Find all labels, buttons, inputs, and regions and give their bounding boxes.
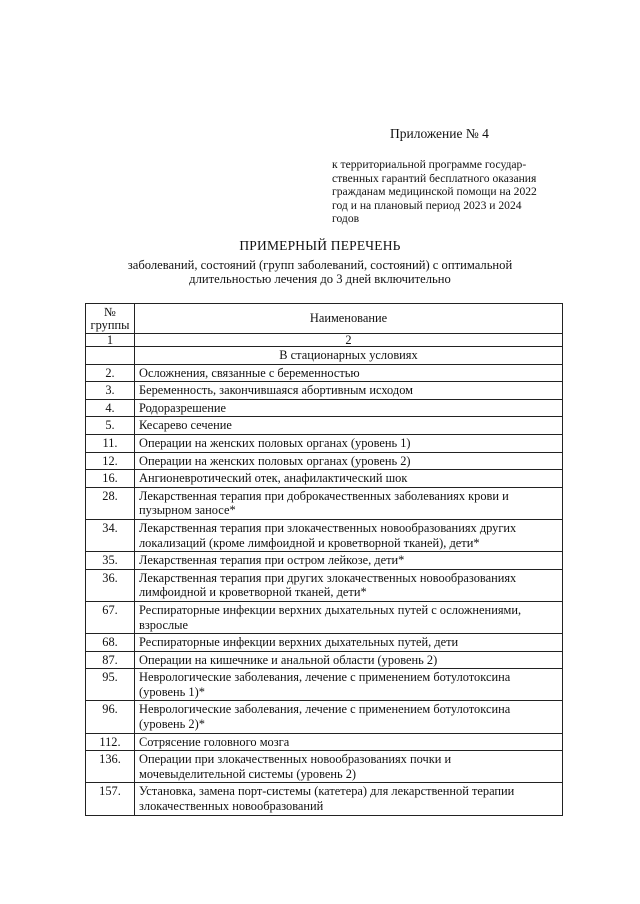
appendix-note <box>332 158 572 226</box>
appendix-note-line: год и на плановый период 2023 и 2024 <box>332 198 522 212</box>
appendix-note-line: к территориальной программе государ- <box>332 158 527 171</box>
section-empty-cell <box>86 347 135 365</box>
group-name: Ангионевротический отек, анафилактический шок <box>135 470 563 488</box>
document-subtitle-line: заболеваний, состояний (групп заболеваний, состояний) с оптимальной <box>127 258 513 272</box>
group-number: 95. <box>86 669 135 701</box>
table-row <box>86 751 563 783</box>
column-number-1: 1 <box>86 334 135 347</box>
table-row <box>86 651 563 669</box>
group-number: 34. <box>86 519 135 551</box>
group-number: 87. <box>86 651 135 669</box>
group-name: Неврологические заболевания, лечение с применением ботулотоксина (уровень 2)* <box>135 701 563 733</box>
group-name: Лекарственная терапия при других злокачественных новообразованиях лимфоидной и кроветворной тканей, дети* <box>135 569 563 601</box>
column-number-2: 2 <box>135 334 563 347</box>
group-name: Беременность, закончившаяся абортивным исходом <box>135 382 563 400</box>
table-row <box>86 399 563 417</box>
table-row <box>86 417 563 435</box>
group-number: 12. <box>86 452 135 470</box>
table-row <box>86 783 563 815</box>
group-name: Осложнения, связанные с беременностью <box>135 364 563 382</box>
group-number: 136. <box>86 751 135 783</box>
appendix-note-line: гражданам медицинской помощи на 2022 <box>332 185 537 198</box>
table-row <box>86 519 563 551</box>
table-row <box>86 701 563 733</box>
group-name: Операции на кишечнике и анальной области (уровень 2) <box>135 651 563 669</box>
group-name: Лекарственная терапия при доброкачественных заболеваниях крови и пузырном заносе* <box>135 487 563 519</box>
header-number-sign: № <box>104 305 116 319</box>
group-name: Лекарственная терапия при злокачественных новообразованиях других локализаций (кроме лимфоидной и кроветворной тканей), дети* <box>135 519 563 551</box>
section-title: В стационарных условиях <box>135 347 563 365</box>
group-number: 96. <box>86 701 135 733</box>
table-row <box>86 364 563 382</box>
group-number: 67. <box>86 601 135 633</box>
table-row <box>86 487 563 519</box>
group-name: Респираторные инфекции верхних дыхательных путей с осложнениями, взрослые <box>135 601 563 633</box>
appendix-title: Приложение № 4 <box>390 126 489 141</box>
header-group-label: группы <box>90 317 130 332</box>
table-header-row <box>86 304 563 334</box>
group-number: 112. <box>86 733 135 751</box>
table-row <box>86 601 563 633</box>
group-name: Операции при злокачественных новообразованиях почки и мочевыделительной системы (уровень 2) <box>135 751 563 783</box>
table-row <box>86 733 563 751</box>
group-name: Операции на женских половых органах (уровень 1) <box>135 434 563 452</box>
table-row <box>86 382 563 400</box>
document-subtitle-line: длительностью лечения до 3 дней включительно <box>189 272 451 286</box>
group-number: 68. <box>86 634 135 652</box>
group-name: Лекарственная терапия при остром лейкозе, дети* <box>135 552 563 570</box>
group-number: 11. <box>86 434 135 452</box>
table-row <box>86 452 563 470</box>
group-name: Установка, замена порт-системы (катетера) для лекарственной терапии злокачественных новообразований <box>135 783 563 815</box>
group-name: Операции на женских половых органах (уровень 2) <box>135 452 563 470</box>
group-name: Респираторные инфекции верхних дыхательных путей, дети <box>135 634 563 652</box>
table-row <box>86 634 563 652</box>
table-row <box>86 434 563 452</box>
table-row <box>86 569 563 601</box>
appendix-note-line: годов <box>332 212 360 225</box>
group-name: Неврологические заболевания, лечение с применением ботулотоксина (уровень 1)* <box>135 669 563 701</box>
group-number: 157. <box>86 783 135 815</box>
table-row <box>86 669 563 701</box>
document-subtitle <box>0 258 640 286</box>
header-group-number <box>86 304 135 334</box>
column-number-row <box>86 334 563 347</box>
group-number: 35. <box>86 552 135 570</box>
header-name: Наименование <box>135 304 563 334</box>
group-number: 3. <box>86 382 135 400</box>
group-name: Сотрясение головного мозга <box>135 733 563 751</box>
disease-groups-table <box>85 303 563 816</box>
group-number: 36. <box>86 569 135 601</box>
group-name: Кесарево сечение <box>135 417 563 435</box>
group-number: 16. <box>86 470 135 488</box>
group-number: 5. <box>86 417 135 435</box>
group-number: 2. <box>86 364 135 382</box>
group-name: Родоразрешение <box>135 399 563 417</box>
appendix-note-line: ственных гарантий бесплатного оказания <box>332 171 537 185</box>
group-number: 28. <box>86 487 135 519</box>
group-number: 4. <box>86 399 135 417</box>
table-row <box>86 470 563 488</box>
document-title: ПРИМЕРНЫЙ ПЕРЕЧЕНЬ <box>239 238 401 253</box>
table-row <box>86 552 563 570</box>
section-row <box>86 347 563 365</box>
